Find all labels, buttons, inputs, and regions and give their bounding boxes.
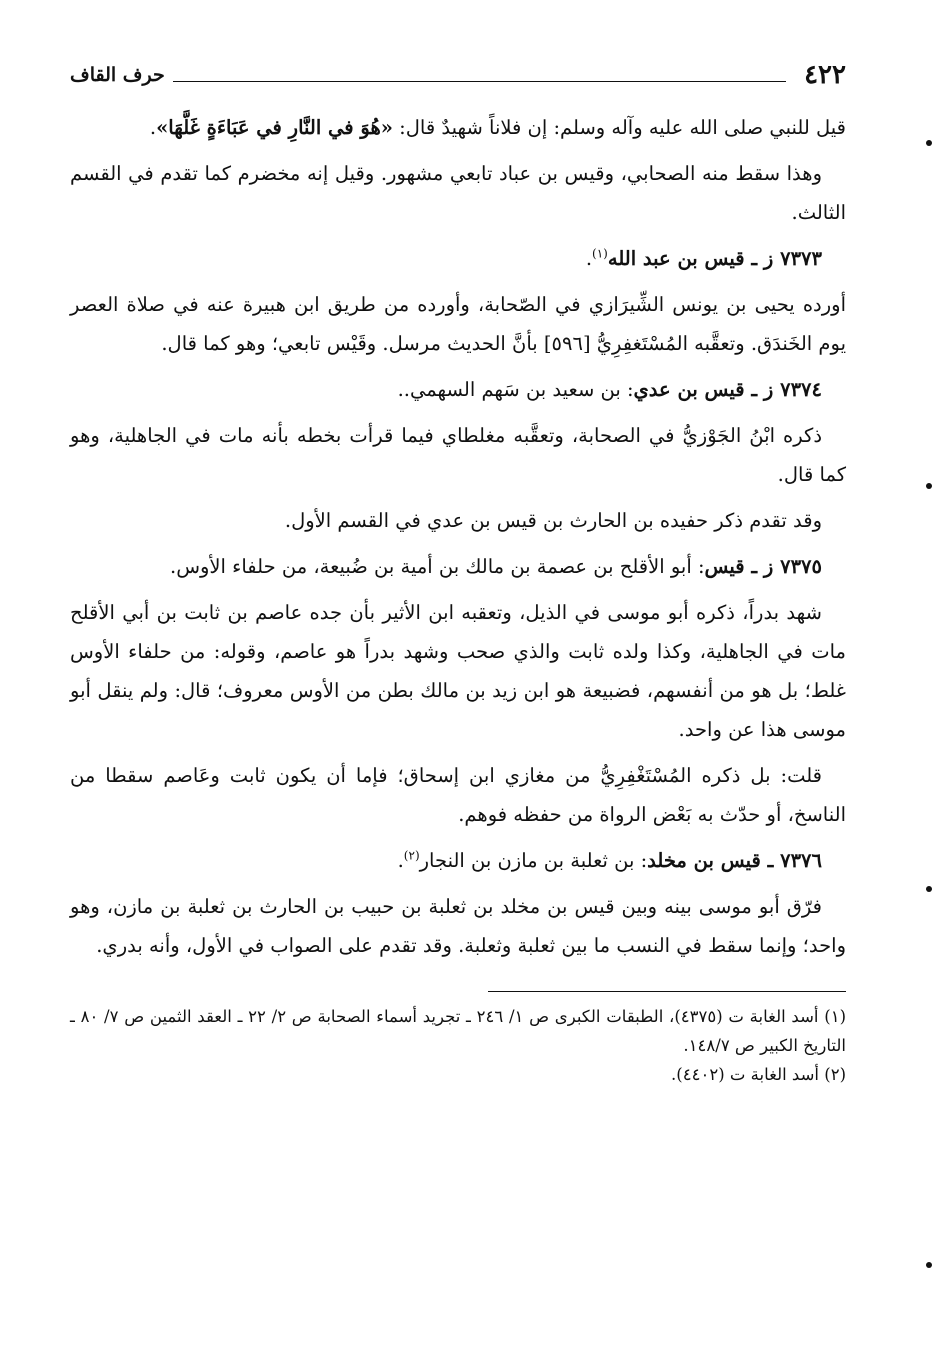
hadith-quote: «هُوَ في النَّارِ في عَبَاءَةٍ غَلَّهَا» [156,116,393,139]
entry-heading [70,841,846,880]
chapter-title: حرف القاف [70,64,165,86]
footnote: (١) أسد الغابة ت (٤٣٧٥)، الطبقات الكبرى ص ١/ ٢٤٦ ـ تجريد أسماء الصحابة ص ٢/ ٢٢ ـ العقد الثمين ص ٧/ ٨٠ ـ التاريخ الكبير ص ١٤٨/٧. [70,1007,846,1055]
margin-mark [926,140,932,146]
entry-rest: : بن ثعلبة بن مازن بن النجار [419,849,648,872]
entry-rest: . [585,247,593,270]
page [70,58,846,1089]
entry-title: ٧٣٧٥ ز ـ قيس [704,555,822,578]
body-text [70,108,846,965]
entry-rest: : بن سعيد بن سَهم السهمي.. [397,378,634,401]
entry-title: ٧٣٧٤ ز ـ قيس بن عدي [633,378,822,401]
entry-heading [70,370,846,409]
paragraph: شهد بدراً، ذكره أبو موسى في الذيل، وتعقبه ابن الأثير بأن جده عاصم بن ثابت بن أبي الأقلح مات في الجاهلية، وكذا ولده ثابت والذي صحب وشهد بدراً هو عاصم، وقوله: من حلفاء الأوس غلط؛ بل هو من أنفسهم، فضبيعة هو ابن زيد بن مالك بطن من الأوس معروف؛ قال: ولم ينقل أبو موسى هذا عن واحد. [70,601,846,741]
paragraph: وقد تقدم ذكر حفيده بن الحارث بن قيس بن عدي في القسم الأول. [284,509,822,532]
margin-mark [926,886,932,892]
footnote-rule [488,991,846,992]
running-header [70,58,846,92]
entry-rest: : أبو الأقلح بن عصمة بن مالك بن أمية بن ضُبيعة، من حلفاء الأوس. [170,555,705,578]
entry-title: ٧٣٧٦ ـ قيس بن مخلد [647,849,822,872]
entry-heading [70,547,846,586]
paragraph: وهذا سقط منه الصحابي، وقيس بن عباد تابعي مشهور. وقيل إنه مخضرم كما تقدم في القسم الثالث. [70,162,846,224]
page-number: ٤٢٢ [804,60,846,90]
footnote: (٢) أسد الغابة ت (٤٤٠٢). [671,1065,846,1084]
margin-mark [926,483,932,489]
footnote-ref: (٢) [403,848,420,863]
header-rule [173,81,786,82]
paragraph: أورده يحيى بن يونس الشِّيرَازي في الصّحابة، وأورده من طريق ابن هبيرة عنه في صلاة العصر يوم الخَندَق. وتعقَّبه المُسْتَغفِرِيُّ [٥٩٦] بأنَّ الحديث مرسل. وقَيْس تابعي؛ وهو كما قال. [70,293,846,355]
paragraph-text: قيل للنبي صلى الله عليه وآله وسلم: إن فلاناً شهيدٌ قال: [392,116,846,139]
entry-rest: . [397,849,404,872]
paragraph: فرّق أبو موسى بينه وبين قيس بن مخلد بن ثعلبة بن حبيب بن الحارث بن ثعلبة بن مازن، وهو واحد؛ وإنما سقط في النسب ما بين ثعلبة وثعلبة. وقد تقدم على الصواب في الأول، وأنه بدري. [70,895,846,957]
paragraph [70,108,846,147]
margin-mark [926,1262,932,1268]
entry-title: ٧٣٧٣ ز ـ قيس بن عبد الله [607,247,822,270]
paragraph-text: . [149,116,157,139]
paragraph: ذكره ابْنُ الجَوْزيُّ في الصحابة، وتعقَّبه مغلطاي فيما قرأت بخطه بأنه مات في الجاهلية، وهو كما قال. [70,424,846,486]
entry-heading [70,239,846,278]
paragraph: قلت: بل ذكره المُسْتَغْفِرِيُّ من مغازي ابن إسحاق؛ فإما أن يكون ثابت وعَاصم سقطا من الناسخ، أو حدّث به بَعْض الرواة من حفظه فوهم. [70,764,846,826]
footnote-ref: (١) [592,246,608,261]
footnotes [70,1002,846,1089]
